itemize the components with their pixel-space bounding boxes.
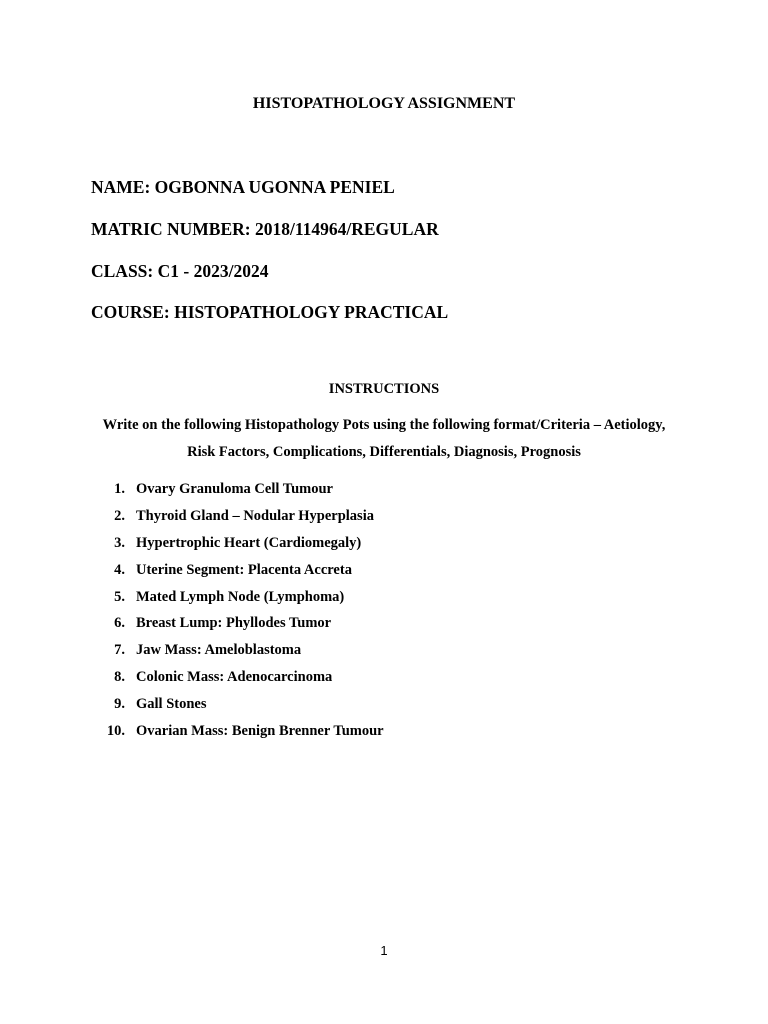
instructions-heading: INSTRUCTIONS [328,381,440,397]
list-item-label: Jaw Mass: Ameloblastoma [136,642,302,659]
list-item-number: 10. [106,723,125,740]
list-item-number: 4. [114,561,125,578]
list-item-number: 2. [114,507,125,524]
list-item-label: Gall Stones [136,696,207,713]
list-item-number: 5. [114,588,125,605]
list-item-label: Thyroid Gland – Nodular Hyperplasia [136,507,374,524]
document-title: HISTOPATHOLOGY ASSIGNMENT [252,95,516,112]
list-item-number: 7. [114,642,125,659]
list-item-label: Colonic Mass: Adenocarcinoma [136,669,333,686]
matric-number: MATRIC NUMBER: 2018/114964/REGULAR [91,219,439,239]
instructions-text-line-1: Write on the following Histopathology Pots using the following format/Criteria – Aetiology, [102,417,666,433]
list-item-label: Hypertrophic Heart (Cardiomegaly) [136,534,362,551]
list-item-number: 1. [114,481,125,497]
list-item-number: 8. [114,669,125,686]
list-item-label: Ovary Granuloma Cell Tumour [136,481,333,497]
instructions-text-line-2: Risk Factors, Complications, Differentials, Diagnosis, Prognosis [187,444,581,460]
list-item-label: Breast Lump: Phyllodes Tumor [136,615,332,632]
page-number: 1 [380,943,388,958]
list-item-label: Mated Lymph Node (Lymphoma) [136,588,345,605]
list-item-number: 3. [114,534,125,551]
course-info: COURSE: HISTOPATHOLOGY PRACTICAL [91,302,449,322]
list-item-number: 6. [114,615,125,632]
class-info: CLASS: C1 - 2023/2024 [91,261,269,281]
list-item-label: Uterine Segment: Placenta Accreta [136,561,352,578]
student-name: NAME: OGBONNA UGONNA PENIEL [91,177,395,197]
list-item-label: Ovarian Mass: Benign Brenner Tumour [136,723,384,740]
list-item-number: 9. [114,696,125,713]
